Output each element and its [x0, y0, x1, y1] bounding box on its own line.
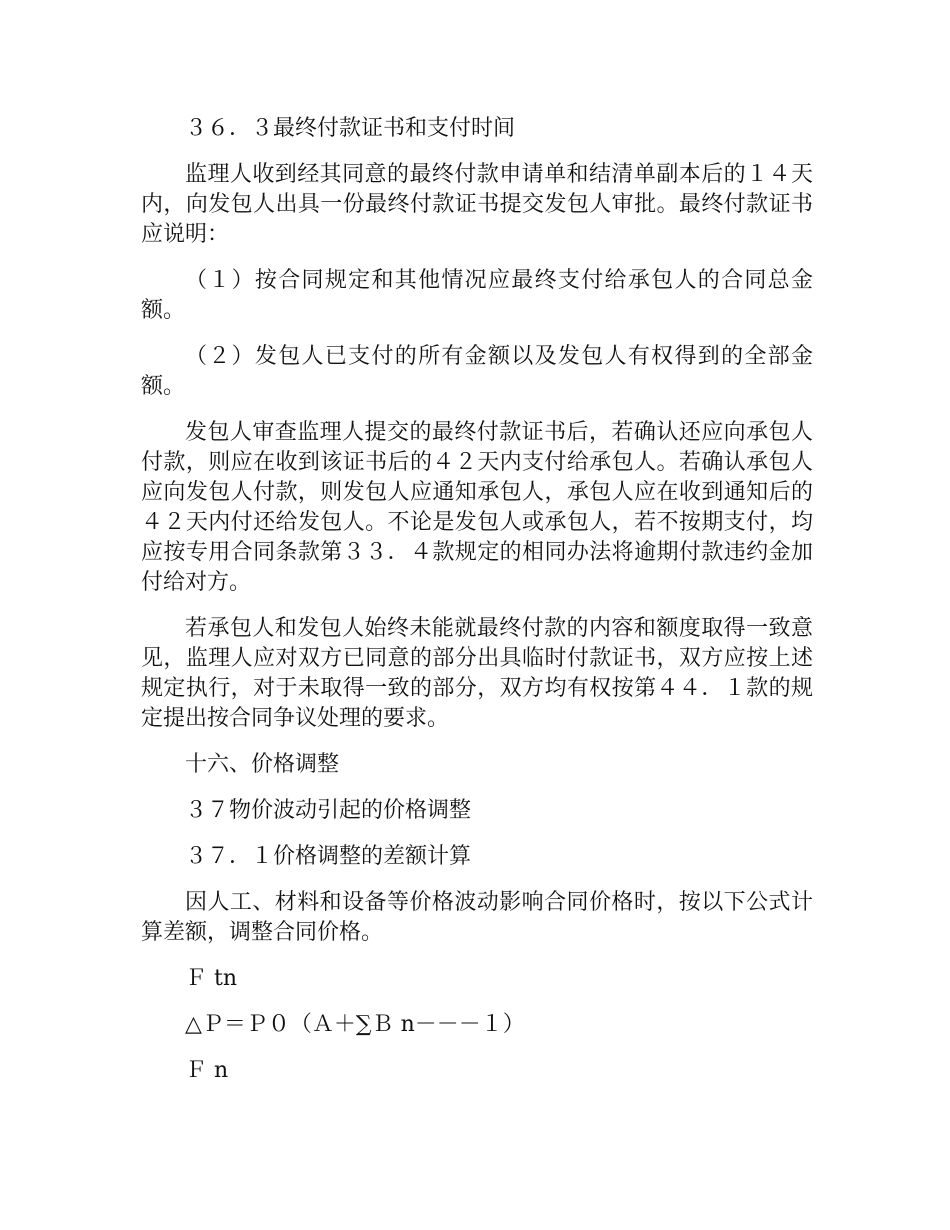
- paragraph-employer-review: 发包人审查监理人提交的最终付款证书后，若确认还应向承包人付款，则应在收到该证书后的４２天内支付给承包人。若确认承包人应向发包人付款，则发包人应通知承包人，承包人应在收到通知后的４２天内付还给发包人。不论是发包人或承包人，若不按期支付，均应按专用合同条款第３３．４款规定的相同办法将逾期付款违约金加付给对方。: [141, 420, 813, 595]
- formula-numerator: Ｆ tn: [185, 966, 238, 991]
- section-heading-36-3: ３６．３最终付款证书和支付时间: [185, 116, 516, 141]
- list-item-1: （１）按合同规定和其他情况应最终支付给承包人的合同总金额。: [141, 268, 813, 323]
- paragraph-disagreement: 若承包人和发包人始终未能就最终付款的内容和额度取得一致意见，监理人应对双方已同意的部分出具临时付款证书，双方应按上述规定执行，对于未取得一致的部分，双方均有权按第４４．１款的规定提出按合同争议处理的要求。: [141, 616, 813, 731]
- section-heading-37-1: ３７．１价格调整的差额计算: [185, 844, 472, 869]
- section-heading-37: ３７物价波动引起的价格调整: [185, 798, 472, 823]
- chapter-heading-price-adjustment: 十六、价格调整: [185, 752, 340, 777]
- formula-denominator: Ｆ n: [185, 1058, 229, 1083]
- formula-main: △Ｐ＝Ｐ０（Ａ＋∑Ｂ n－－－１）: [185, 1012, 525, 1037]
- list-item-2: （２）发包人已支付的所有金额以及发包人有权得到的全部金额。: [141, 344, 813, 399]
- paragraph-formula-intro: 因人工、材料和设备等价格波动影响合同价格时，按以下公式计算差额，调整合同价格。: [141, 890, 813, 945]
- document-body: [141, 114, 813, 1102]
- paragraph-final-certificate: 监理人收到经其同意的最终付款申请单和结清单副本后的１４天内，向发包人出具一份最终付款证书提交发包人审批。最终付款证书应说明：: [141, 162, 813, 247]
